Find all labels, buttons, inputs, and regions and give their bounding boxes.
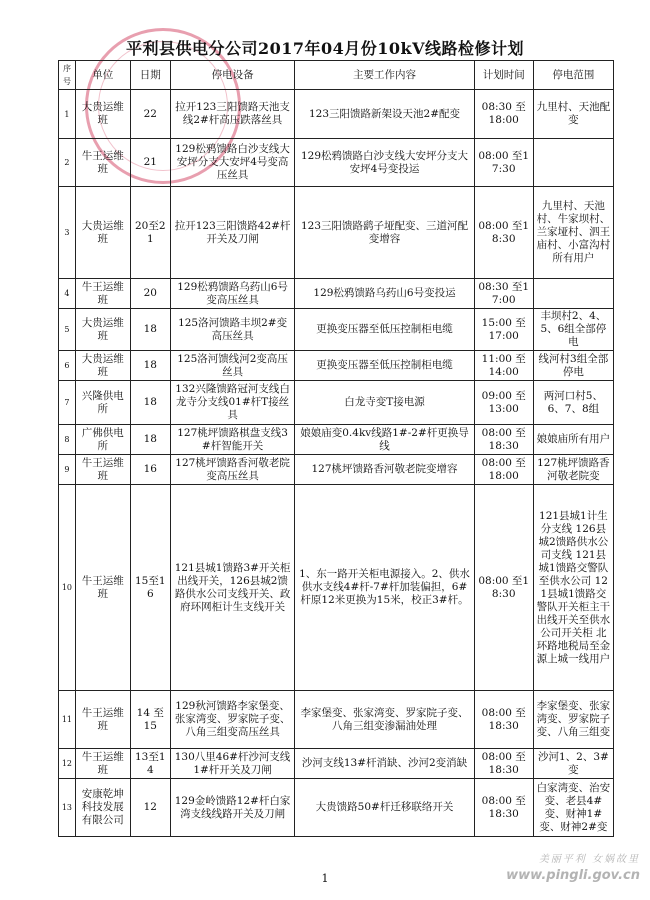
cell-equipment: 130八里46#杆沙河支线1#杆开关及刀闸 xyxy=(170,749,295,779)
cell-no: 11 xyxy=(59,691,76,749)
table-row xyxy=(59,691,614,749)
cell-work: 更换变压器至低压控制柜电缆 xyxy=(295,351,474,381)
header-date: 日期 xyxy=(130,61,170,90)
cell-no: 7 xyxy=(59,381,76,425)
cell-date: 18 xyxy=(130,351,170,381)
cell-date: 12 xyxy=(130,779,170,837)
cell-time: 08:00 至 18:00 xyxy=(474,455,533,485)
cell-work: 1、东一路开关柜电源接入。2、供水供水支线4#杆-7#杆加装偏担，6#杆原12米更换为15米，校正3#杆。 xyxy=(295,485,474,691)
header-scope: 停电范围 xyxy=(533,61,613,90)
table-row xyxy=(59,139,614,187)
cell-scope xyxy=(533,279,613,309)
cell-no: 8 xyxy=(59,425,76,455)
cell-no: 5 xyxy=(59,309,76,351)
cell-equipment: 拉开123三阳馈路天池支线2#杆高压跌落丝具 xyxy=(170,90,295,139)
cell-date: 21 xyxy=(130,139,170,187)
cell-equipment: 125洛河馈线河2变高压丝具 xyxy=(170,351,295,381)
cell-unit: 牛王运维班 xyxy=(75,279,130,309)
cell-time: 08:30 至 18:00 xyxy=(474,90,533,139)
cell-equipment: 129松鸦馈路乌药山6号变高压丝具 xyxy=(170,279,295,309)
cell-scope: 127桃坪馈路香河敬老院变 xyxy=(533,455,613,485)
cell-unit: 牛王运维班 xyxy=(75,749,130,779)
cell-scope: 两河口村5、6、7、8组 xyxy=(533,381,613,425)
cell-unit: 大贵运维班 xyxy=(75,309,130,351)
cell-scope: 九里村、天池配变 xyxy=(533,90,613,139)
cell-no: 13 xyxy=(59,779,76,837)
cell-scope: 李家堡变、张家湾变、罗家院子变、八角三组变 xyxy=(533,691,613,749)
cell-work: 123三阳馈路鹞子垭配变、三道河配变增容 xyxy=(295,187,474,279)
table-row xyxy=(59,351,614,381)
cell-time: 08:00 至 18:30 xyxy=(474,691,533,749)
cell-equipment: 127桃坪馈路香河敬老院变高压丝具 xyxy=(170,455,295,485)
cell-date: 18 xyxy=(130,309,170,351)
cell-unit: 兴隆供电所 xyxy=(75,381,130,425)
cell-unit: 牛王运维班 xyxy=(75,455,130,485)
cell-no: 1 xyxy=(59,90,76,139)
table-header-row xyxy=(59,61,614,90)
header-work: 主要工作内容 xyxy=(295,61,474,90)
cell-time: 08:00 至 18:30 xyxy=(474,779,533,837)
cell-no: 3 xyxy=(59,187,76,279)
cell-no: 9 xyxy=(59,455,76,485)
watermark-site: www.pingli.gov.cn xyxy=(506,868,640,883)
cell-unit: 大贵运维班 xyxy=(75,187,130,279)
cell-date: 18 xyxy=(130,381,170,425)
cell-time: 08:30 至17:00 xyxy=(474,279,533,309)
cell-unit: 广佛供电所 xyxy=(75,425,130,455)
cell-scope: 娘娘庙所有用户 xyxy=(533,425,613,455)
cell-date: 16 xyxy=(130,455,170,485)
cell-unit: 牛王运维班 xyxy=(75,691,130,749)
cell-no: 2 xyxy=(59,139,76,187)
cell-unit: 大贵运维班 xyxy=(75,90,130,139)
header-unit: 单位 xyxy=(75,61,130,90)
cell-equipment: 拉开123三阳馈路42#杆开关及刀闸 xyxy=(170,187,295,279)
table-row xyxy=(59,90,614,139)
cell-scope: 沙河1、2、3#变 xyxy=(533,749,613,779)
cell-date: 20 xyxy=(130,279,170,309)
cell-unit: 大贵运维班 xyxy=(75,351,130,381)
cell-equipment: 132兴隆馈路冠河支线白龙寺分支线01#杆T接丝具 xyxy=(170,381,295,425)
cell-work: 123三阳馈路新架设天池2#配变 xyxy=(295,90,474,139)
cell-date: 18 xyxy=(130,425,170,455)
cell-scope: 白家湾变、治安变、老县4#变、财神1#变、财神2#变 xyxy=(533,779,613,837)
header-equipment: 停电设备 xyxy=(170,61,295,90)
cell-equipment: 129秋河馈路李家堡变、张家湾变、罗家院子变、八角三组变高压丝具 xyxy=(170,691,295,749)
cell-work: 白龙寺变T接电源 xyxy=(295,381,474,425)
cell-scope: 线河村3组全部停电 xyxy=(533,351,613,381)
cell-no: 6 xyxy=(59,351,76,381)
table-row xyxy=(59,381,614,425)
cell-scope: 九里村、天池村、牛家坝村、兰家垭村、泗王庙村、小富沟村所有用户 xyxy=(533,187,613,279)
cell-work: 李家堡变、张家湾变、罗家院子变、八角三组变渗漏油处理 xyxy=(295,691,474,749)
cell-equipment: 125洛河馈路丰坝2#变高压丝具 xyxy=(170,309,295,351)
maintenance-plan-table xyxy=(58,60,614,837)
cell-unit: 牛王运维班 xyxy=(75,139,130,187)
cell-no: 12 xyxy=(59,749,76,779)
table-row xyxy=(59,309,614,351)
cell-scope xyxy=(533,139,613,187)
cell-work: 129松鸦馈路乌药山6号变投运 xyxy=(295,279,474,309)
table-row xyxy=(59,279,614,309)
cell-time: 15:00 至 17:00 xyxy=(474,309,533,351)
cell-time: 08:00 至18:30 xyxy=(474,485,533,691)
cell-date: 20至21 xyxy=(130,187,170,279)
table-row xyxy=(59,749,614,779)
page-number: 1 xyxy=(321,872,329,885)
header-time: 计划时间 xyxy=(474,61,533,90)
cell-date: 14 至 15 xyxy=(130,691,170,749)
cell-time: 08:00 至 18:30 xyxy=(474,749,533,779)
header-no: 序号 xyxy=(59,61,76,90)
cell-time: 08:00 至17:30 xyxy=(474,139,533,187)
cell-no: 4 xyxy=(59,279,76,309)
cell-time: 08:00 至 18:30 xyxy=(474,425,533,455)
cell-work: 沙河支线13#杆消缺、沙河2变消缺 xyxy=(295,749,474,779)
table-row xyxy=(59,187,614,279)
table-row xyxy=(59,455,614,485)
cell-equipment: 129松鸦馈路白沙支线大安坪分支大安坪4号变高压丝具 xyxy=(170,139,295,187)
cell-work: 127桃坪馈路香河敬老院变增容 xyxy=(295,455,474,485)
cell-work: 129松鸦馈路白沙支线大安坪分支大安坪4号变投运 xyxy=(295,139,474,187)
table-row xyxy=(59,779,614,837)
watermark-slogan: 美丽平利 女娲故里 xyxy=(538,854,640,865)
cell-time: 11:00 至 14:00 xyxy=(474,351,533,381)
table-row xyxy=(59,425,614,455)
table-row xyxy=(59,485,614,691)
cell-scope: 121县城1计生分支线 126县城2馈路供水公司支线 121县城1馈路交警队至供水公司 121县城1馈路交警队开关柜主干出线开关至供水公司开关柜 北环路地税局至金源上城一线用户 xyxy=(533,485,613,691)
cell-work: 大贵馈路50#杆迁移联络开关 xyxy=(295,779,474,837)
document-title: 平利县供电分公司2017年04月份10kV线路检修计划 xyxy=(125,39,525,58)
cell-equipment: 121县城1馈路3#开关柜出线开关，126县城2馈路供水公司支线开关、政府环网柜计生支线开关 xyxy=(170,485,295,691)
cell-equipment: 129金岭馈路12#杆白家湾支线线路开关及刀闸 xyxy=(170,779,295,837)
cell-no: 10 xyxy=(59,485,76,691)
cell-unit: 安康乾坤科技发展有限公司 xyxy=(75,779,130,837)
cell-unit: 牛王运维班 xyxy=(75,485,130,691)
cell-time: 09:00 至 13:00 xyxy=(474,381,533,425)
cell-work: 娘娘庙变0.4kv线路1#-2#杆更换导线 xyxy=(295,425,474,455)
cell-time: 08:00 至18:30 xyxy=(474,187,533,279)
cell-date: 22 xyxy=(130,90,170,139)
cell-work: 更换变压器至低压控制柜电缆 xyxy=(295,309,474,351)
cell-equipment: 127桃坪馈路棋盘支线3#杆智能开关 xyxy=(170,425,295,455)
cell-scope: 丰坝村2、4、5、6组全部停电 xyxy=(533,309,613,351)
cell-date: 13至14 xyxy=(130,749,170,779)
cell-date: 15至16 xyxy=(130,485,170,691)
